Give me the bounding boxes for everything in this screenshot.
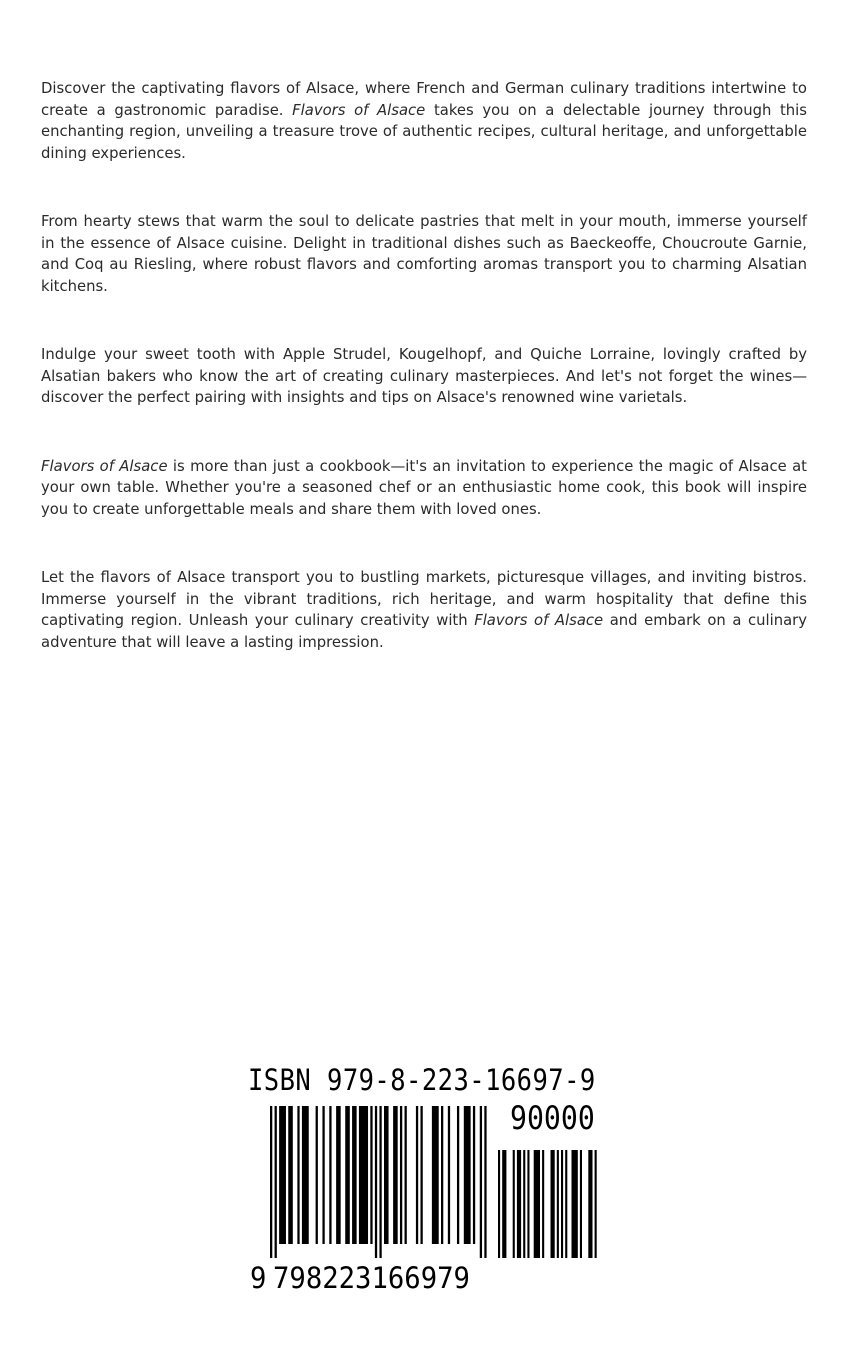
barcode-guard-bar: [270, 1106, 272, 1258]
barcode-bar: [359, 1106, 368, 1244]
blurb-paragraph-4: Flavors of Alsace is more than just a cookbook—it's an invitation to experience the magic of Alsace at your own table. Whether you're a seasoned chef or an enthusiastic home cook, this book will inspire you to create unforgettable meals and share them with loved ones.: [41, 457, 807, 518]
addon-bar: [513, 1150, 515, 1258]
barcode-bar: [352, 1106, 357, 1244]
barcode-bar: [393, 1106, 398, 1244]
barcode-bar: [279, 1106, 286, 1244]
barcode-bar: [420, 1106, 422, 1244]
blurb-paragraph-5: Let the flavors of Alsace transport you to bustling markets, picturesque villages, and inviting bistros. Immerse yourself in the vibrant traditions, rich heritage, and warm hospitality that define this captivating region. Unleash your culinary creativity with Flavors of Alsace and embark on a culinary adventure that will leave a lasting impression.: [41, 569, 807, 651]
addon-bar: [542, 1150, 544, 1258]
barcode-digits-left: 798223: [273, 1261, 372, 1295]
addon-bar: [534, 1150, 540, 1258]
barcode-bar: [336, 1106, 341, 1244]
barcode-bar: [464, 1106, 471, 1244]
barcode-bar: [316, 1106, 318, 1244]
barcode-bar: [448, 1106, 450, 1244]
barcode-guard-bar: [375, 1106, 377, 1258]
barcode-bar: [405, 1106, 407, 1244]
barcode-guard-bar: [480, 1106, 482, 1258]
addon-bar: [502, 1150, 506, 1258]
addon-price-code: 90000: [510, 1099, 595, 1137]
barcode-bar: [345, 1106, 350, 1244]
barcode-bar: [416, 1106, 418, 1244]
back-cover-blurb: [41, 78, 807, 653]
barcode-guard-bar: [275, 1106, 277, 1258]
barcode-bar: [473, 1106, 475, 1244]
book-title: Flavors of Alsace: [292, 101, 426, 119]
blurb-paragraph-2: From hearty stews that warm the soul to delicate pastries that melt in your mouth, immerse yourself in the essence of Alsace cuisine. Delight in traditional dishes such as Baeckeoffe, Choucroute Garnie, and Coq au Riesling, where robust flavors and comforting aromas transport you to charming Alsatian kitchens.: [41, 213, 807, 295]
addon-bar: [595, 1150, 597, 1258]
addon-bar: [551, 1150, 555, 1258]
barcode-bar: [441, 1106, 443, 1244]
barcode-bar: [370, 1106, 372, 1244]
addon-bar: [588, 1150, 592, 1258]
addon-bar: [498, 1150, 500, 1258]
book-title: Flavors of Alsace: [474, 612, 604, 629]
barcode-digits-right: 166979: [371, 1261, 470, 1295]
barcode-bar: [384, 1106, 389, 1244]
barcode-bars: [248, 1106, 608, 1266]
barcode-bar: [432, 1106, 439, 1244]
addon-bar: [527, 1150, 529, 1258]
barcode-bar: [329, 1106, 331, 1244]
addon-bar: [517, 1150, 521, 1258]
addon-bar: [580, 1150, 582, 1258]
addon-bar: [557, 1150, 559, 1258]
addon-bar: [572, 1150, 578, 1258]
barcode-digits: [250, 1261, 470, 1295]
barcode-bar: [297, 1106, 299, 1244]
barcode-bar: [322, 1106, 324, 1244]
isbn-barcode: [248, 1063, 608, 1298]
addon-bar: [561, 1150, 563, 1258]
book-title: Flavors of Alsace: [41, 457, 168, 475]
addon-bar: [523, 1150, 525, 1258]
barcode-digit-lead: 9: [250, 1261, 267, 1295]
barcode-bar: [400, 1106, 402, 1244]
barcode-bar: [288, 1106, 293, 1244]
barcode-bar: [302, 1106, 309, 1244]
barcode-bar: [457, 1106, 459, 1244]
blurb-paragraph-3: Indulge your sweet tooth with Apple Strudel, Kougelhopf, and Quiche Lorraine, lovingly crafted by Alsatian bakers who know the art of creating culinary masterpieces. And let's not forget the wines—discover the perfect pairing with insights and tips on Alsace's renowned wine varietals.: [41, 346, 807, 406]
addon-bar: [565, 1150, 567, 1258]
isbn-label: ISBN 979-8-223-16697-9: [248, 1063, 596, 1097]
barcode-guard-bar: [484, 1106, 486, 1258]
barcode-guard-bar: [379, 1106, 381, 1258]
blurb-paragraph-1: Discover the captivating flavors of Alsace, where French and German culinary traditions intertwine to create a gastronomic paradise. Flavors of Alsace takes you on a delectable journey through this enchanting region, unveiling a treasure trove of authentic recipes, cultural heritage, and unforgettable dining experiences.: [41, 80, 808, 162]
